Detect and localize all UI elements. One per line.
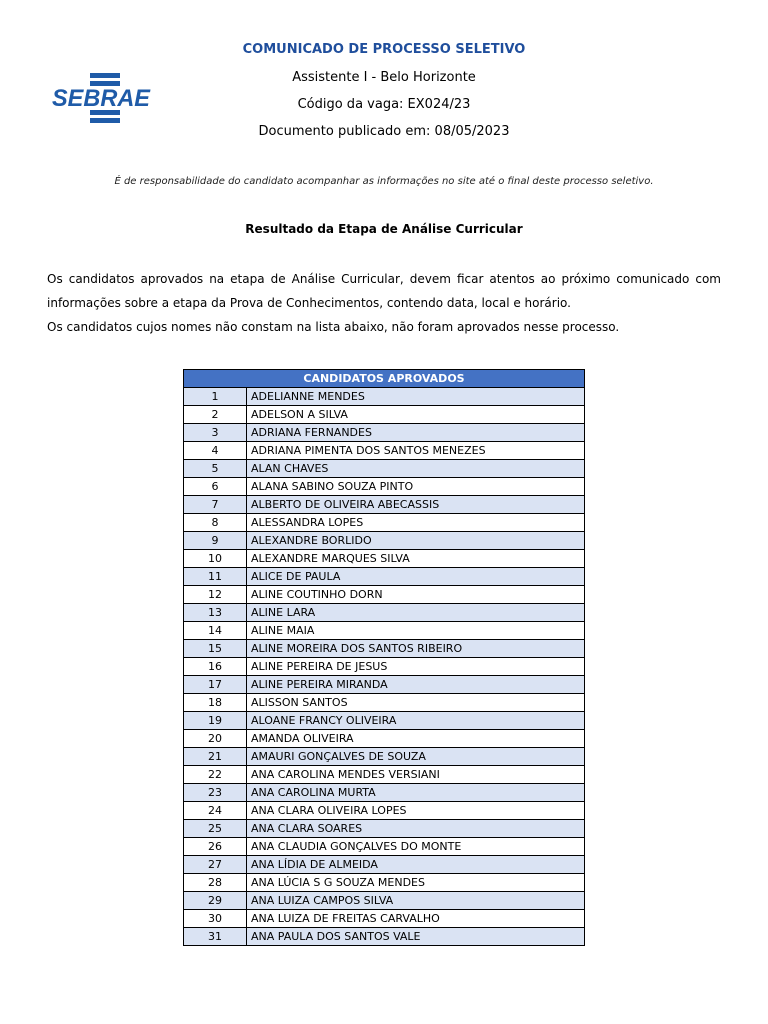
table-row [184, 928, 585, 946]
candidate-name: ALOANE FRANCY OLIVEIRA [247, 712, 585, 730]
candidate-name: ALINE COUTINHO DORN [247, 586, 585, 604]
table-row [184, 604, 585, 622]
table-body [184, 388, 585, 946]
table-row [184, 766, 585, 784]
table-row [184, 586, 585, 604]
table-row [184, 460, 585, 478]
candidate-number: 6 [184, 478, 247, 496]
candidate-name: ALINE LARA [247, 604, 585, 622]
candidate-number: 23 [184, 784, 247, 802]
candidate-name: ALICE DE PAULA [247, 568, 585, 586]
table-row [184, 496, 585, 514]
candidate-number: 18 [184, 694, 247, 712]
candidate-number: 29 [184, 892, 247, 910]
table-row [184, 676, 585, 694]
table-row [184, 892, 585, 910]
candidate-name: ALAN CHAVES [247, 460, 585, 478]
candidate-number: 19 [184, 712, 247, 730]
candidate-name: ALISSON SANTOS [247, 694, 585, 712]
publication-date: Documento publicado em: 08/05/2023 [258, 124, 510, 139]
logo-text: SEBRAE [52, 85, 151, 112]
candidate-number: 16 [184, 658, 247, 676]
candidate-number: 11 [184, 568, 247, 586]
candidate-number: 30 [184, 910, 247, 928]
candidate-number: 12 [184, 586, 247, 604]
table-row [184, 550, 585, 568]
table-row [184, 532, 585, 550]
approved-candidates-table [183, 369, 585, 946]
not-approved-paragraph: Os candidatos cujos nomes não constam na lista abaixo, não foram aprovados nesse processo. [47, 320, 620, 334]
candidate-name: ALBERTO DE OLIVEIRA ABECASSIS [247, 496, 585, 514]
section-title: Resultado da Etapa de Análise Curricular [245, 222, 523, 236]
table-row [184, 568, 585, 586]
candidate-number: 10 [184, 550, 247, 568]
candidate-number: 31 [184, 928, 247, 946]
candidate-name: ANA LUIZA DE FREITAS CARVALHO [247, 910, 585, 928]
candidate-number: 13 [184, 604, 247, 622]
candidate-number: 26 [184, 838, 247, 856]
candidate-number: 17 [184, 676, 247, 694]
candidate-name: ADRIANA PIMENTA DOS SANTOS MENEZES [247, 442, 585, 460]
table-row [184, 478, 585, 496]
candidate-name: ADRIANA FERNANDES [247, 424, 585, 442]
candidate-name: ANA LÍDIA DE ALMEIDA [247, 856, 585, 874]
candidate-name: AMANDA OLIVEIRA [247, 730, 585, 748]
candidate-name: ANA CAROLINA MURTA [247, 784, 585, 802]
candidate-number: 21 [184, 748, 247, 766]
instructions-paragraph: Os candidatos aprovados na etapa de Análise Curricular, devem ficar atentos ao próximo comunicado com informações sobre a etapa da Prova de Conhecimentos, contendo data, local e horário. [47, 272, 721, 310]
table-row [184, 712, 585, 730]
vacancy-code: Código da vaga: EX024/23 [297, 97, 471, 112]
table-row [184, 658, 585, 676]
candidate-number: 14 [184, 622, 247, 640]
candidate-name: ALESSANDRA LOPES [247, 514, 585, 532]
position-name: Assistente I - Belo Horizonte [292, 70, 476, 85]
candidate-name: ADELSON A SILVA [247, 406, 585, 424]
candidate-name: ANA CLAUDIA GONÇALVES DO MONTE [247, 838, 585, 856]
table-row [184, 856, 585, 874]
candidate-number: 24 [184, 802, 247, 820]
candidate-number: 15 [184, 640, 247, 658]
candidate-number: 4 [184, 442, 247, 460]
candidate-number: 7 [184, 496, 247, 514]
candidate-number: 28 [184, 874, 247, 892]
table-row [184, 640, 585, 658]
candidate-number: 20 [184, 730, 247, 748]
table-row [184, 730, 585, 748]
candidate-name: ANA PAULA DOS SANTOS VALE [247, 928, 585, 946]
table-row [184, 424, 585, 442]
candidate-number: 3 [184, 424, 247, 442]
table-row [184, 874, 585, 892]
candidate-number: 27 [184, 856, 247, 874]
table-row [184, 802, 585, 820]
table-row [184, 388, 585, 406]
candidate-name: ALINE PEREIRA MIRANDA [247, 676, 585, 694]
table-row [184, 442, 585, 460]
candidate-number: 5 [184, 460, 247, 478]
candidate-number: 1 [184, 388, 247, 406]
table-row [184, 838, 585, 856]
candidate-name: ALINE MOREIRA DOS SANTOS RIBEIRO [247, 640, 585, 658]
table-row [184, 784, 585, 802]
table-header-row [184, 370, 585, 388]
document-title: COMUNICADO DE PROCESSO SELETIVO [242, 42, 526, 57]
candidate-name: ALINE PEREIRA DE JESUS [247, 658, 585, 676]
table-row [184, 820, 585, 838]
candidate-name: ANA CLARA OLIVEIRA LOPES [247, 802, 585, 820]
candidate-number: 25 [184, 820, 247, 838]
responsibility-notice: É de responsabilidade do candidato acompanhar as informações no site até o final deste processo seletivo. [114, 176, 654, 187]
candidate-name: ALEXANDRE MARQUES SILVA [247, 550, 585, 568]
candidate-name: ALEXANDRE BORLIDO [247, 532, 585, 550]
table-header: CANDIDATOS APROVADOS [184, 370, 585, 388]
table-row [184, 748, 585, 766]
candidate-name: ALANA SABINO SOUZA PINTO [247, 478, 585, 496]
candidate-number: 9 [184, 532, 247, 550]
table-row [184, 406, 585, 424]
table-row [184, 694, 585, 712]
candidate-name: ALINE MAIA [247, 622, 585, 640]
candidate-name: ADELIANNE MENDES [247, 388, 585, 406]
candidate-number: 2 [184, 406, 247, 424]
candidate-name: ANA LÚCIA S G SOUZA MENDES [247, 874, 585, 892]
candidate-name: ANA CLARA SOARES [247, 820, 585, 838]
table-row [184, 622, 585, 640]
candidate-name: AMAURI GONÇALVES DE SOUZA [247, 748, 585, 766]
candidate-name: ANA LUIZA CAMPOS SILVA [247, 892, 585, 910]
candidate-number: 8 [184, 514, 247, 532]
table-row [184, 910, 585, 928]
table-row [184, 514, 585, 532]
candidate-number: 22 [184, 766, 247, 784]
candidate-name: ANA CAROLINA MENDES VERSIANI [247, 766, 585, 784]
